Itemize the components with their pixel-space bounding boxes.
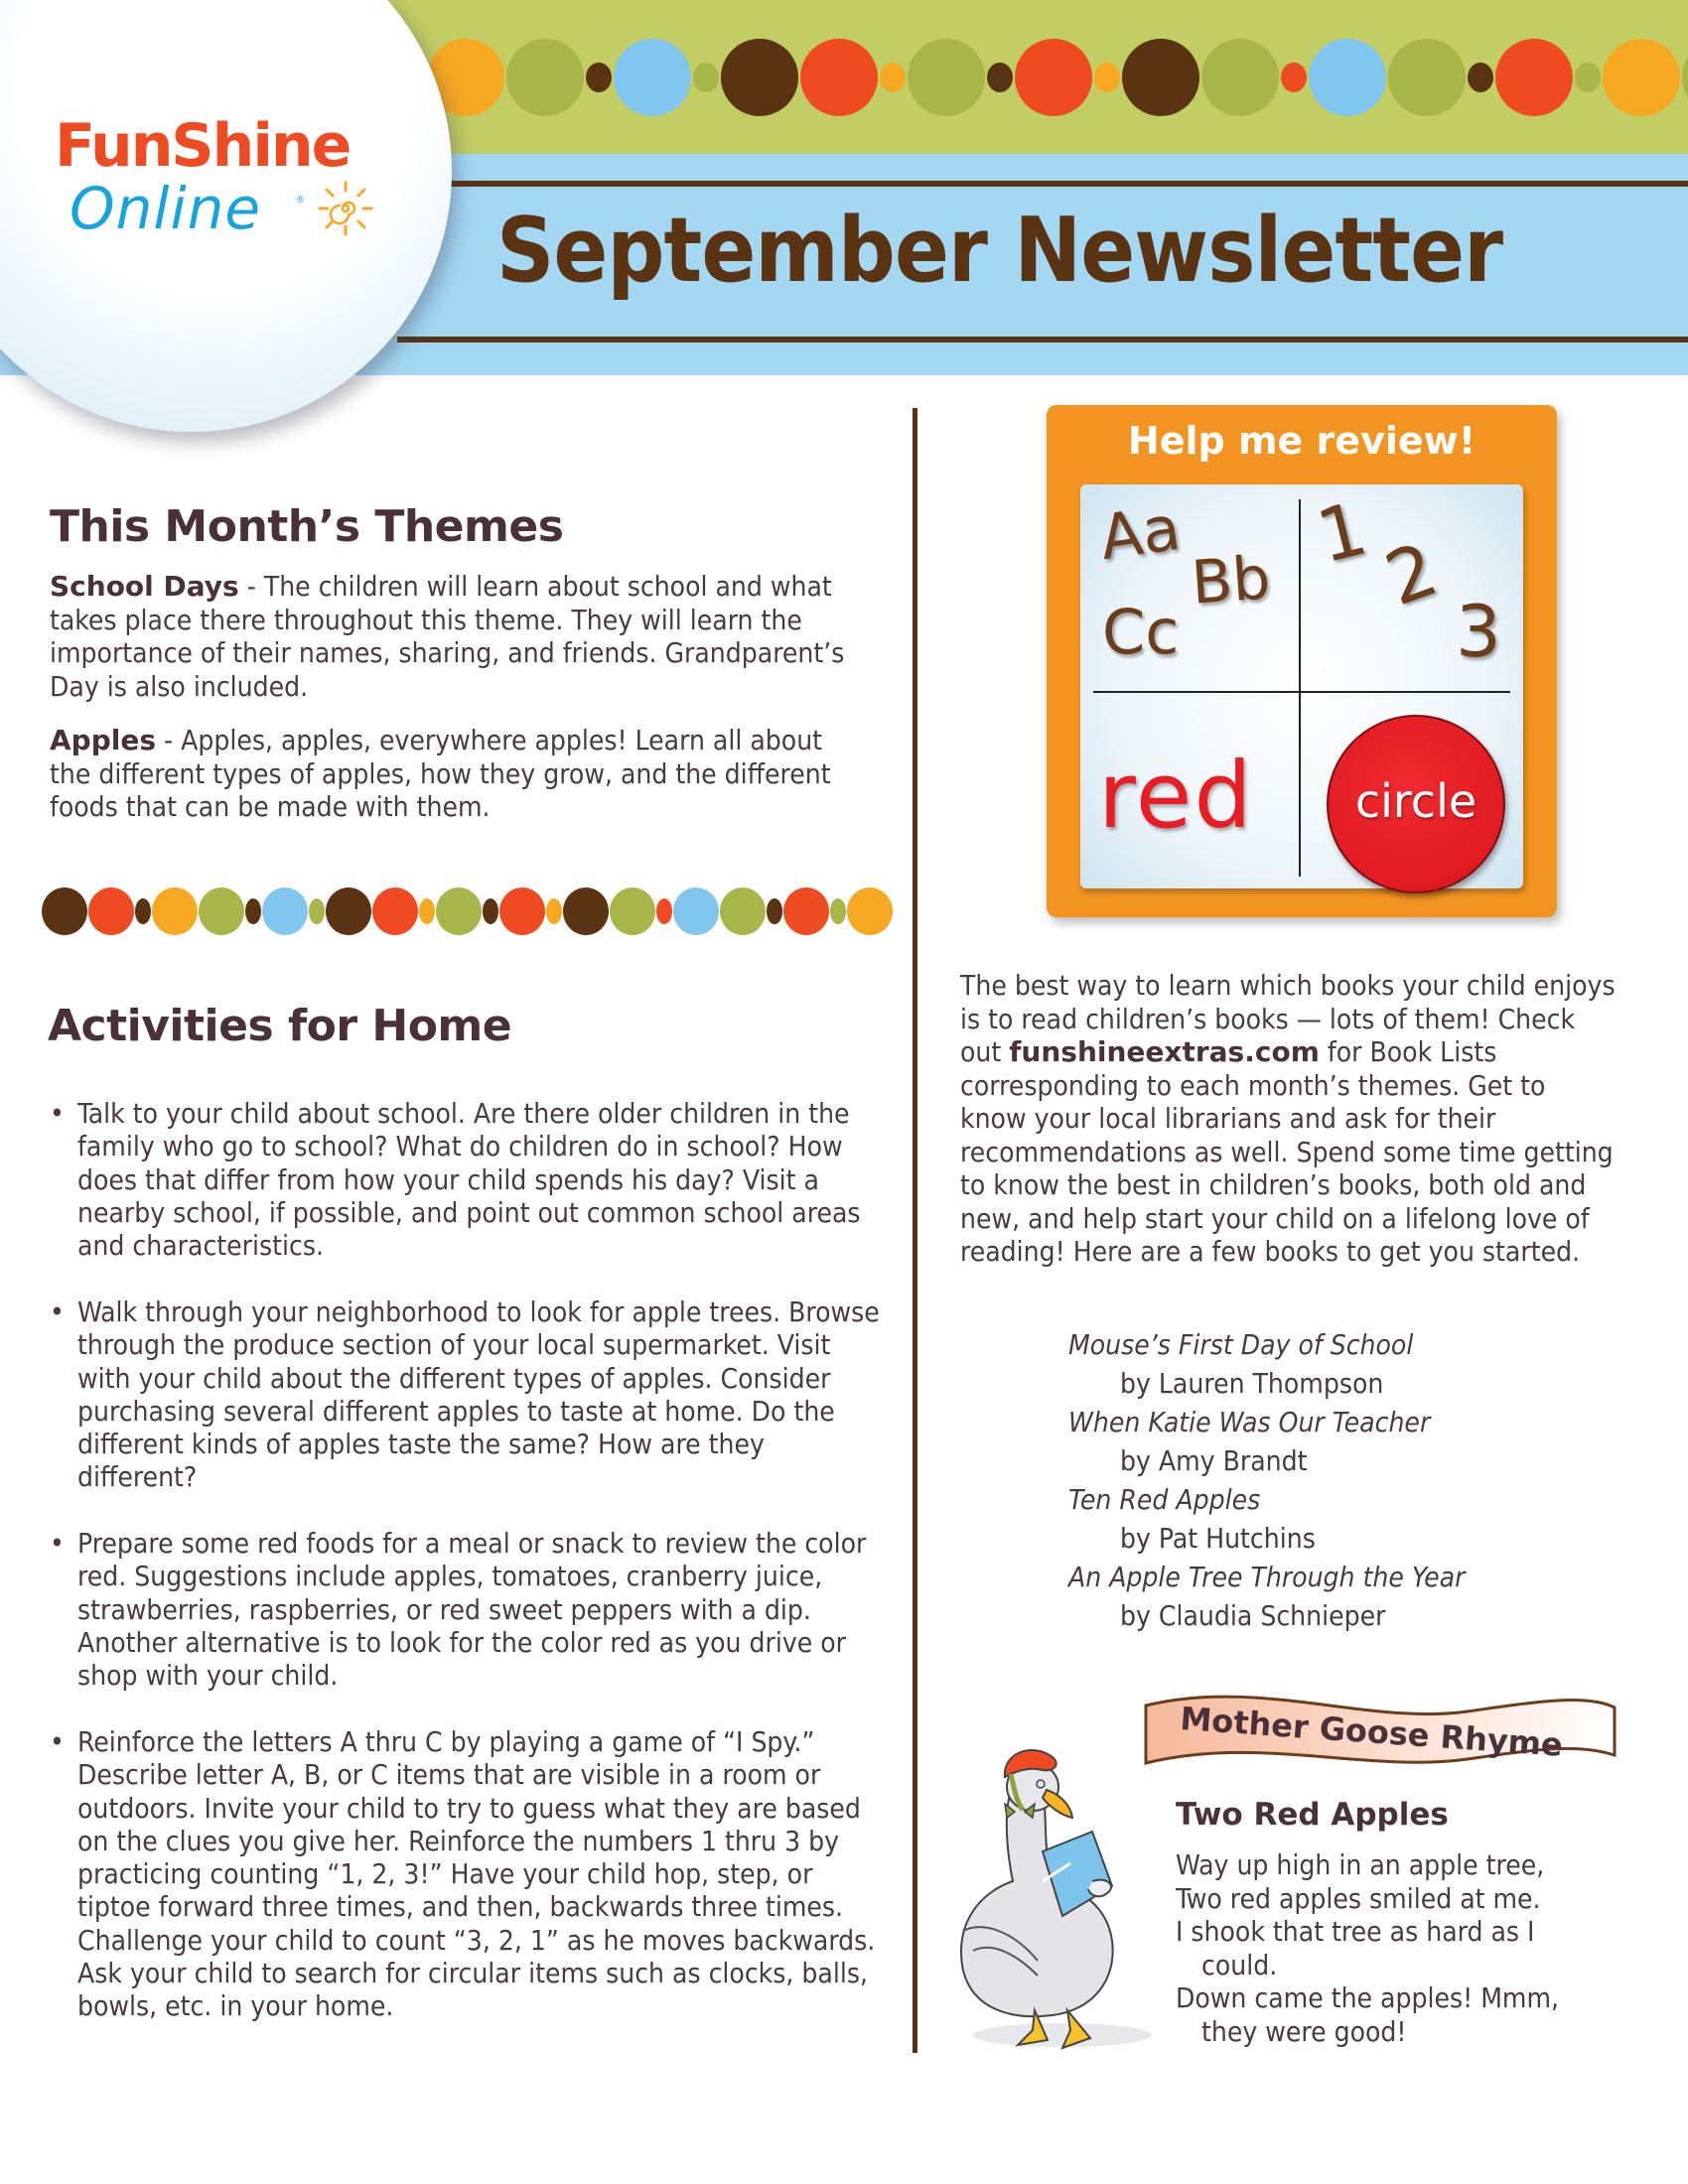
theme-description: - Apples, apples, everywhere apples! Learn all about the different types of apples, how they grow, and the different foods that can be made with them. [50, 724, 831, 823]
decorative-dot [1468, 63, 1493, 92]
books-intro-text: The best way to learn which books your child enjoys is to read children’s books — lots of them! Check out [960, 969, 1616, 1068]
column-divider [913, 408, 917, 2053]
letters-bb: Bb [1189, 543, 1273, 618]
decorative-dot [1495, 39, 1573, 116]
decorative-dot [326, 887, 371, 935]
number-3: 3 [1456, 590, 1501, 673]
decorative-dot [693, 63, 719, 92]
rhyme-line: I shook that tree as hard as I [1176, 1915, 1535, 1948]
decorative-dot [546, 898, 562, 924]
activity-item [50, 1725, 884, 2023]
decorative-dot [800, 39, 878, 116]
decorative-dot [499, 887, 545, 935]
bullet-icon: • [50, 1725, 65, 1758]
decorative-dot [908, 39, 985, 116]
letters-aa: Aa [1095, 490, 1186, 575]
color-word-red: red [1098, 743, 1254, 849]
book-author: by Claudia Schnieper [1120, 1599, 1386, 1632]
activity-item [50, 1296, 884, 1494]
sun-spiral-icon [316, 179, 375, 238]
books-intro [960, 969, 1616, 1269]
books-intro-text-continued: for Book Lists corresponding to each month’s themes. Get to know your local librarians and ask for their recommendations as well. Spend some time getting to know the best in children’s books, both old and new, and help start your child on a lifelong love of reading! Here are a few books to get you started. [960, 1035, 1614, 1268]
rhyme-line: they were good! [1201, 2014, 1407, 2048]
theme-description: - The children will learn about school and what takes place there throughout this theme. They will learn the importance of their names, sharing, and friends. Grandparent’s Day is also included. [50, 570, 845, 703]
decorative-dot [720, 887, 766, 935]
decorative-dot [199, 887, 244, 935]
decorative-dot [152, 887, 198, 935]
decorative-dot [1094, 63, 1120, 92]
decorative-dot [610, 887, 655, 935]
red-circle-shape [1327, 715, 1505, 893]
number-2: 2 [1374, 526, 1449, 623]
logo-online: Online [70, 175, 262, 242]
review-title: Help me review! [1127, 419, 1477, 463]
decorative-dot [880, 63, 906, 92]
rhyme-title: Two Red Apples [1176, 1797, 1449, 1833]
decorative-dot [586, 63, 612, 92]
decorative-dot [767, 898, 782, 924]
decorative-dot [783, 887, 829, 935]
quadrant-divider-vertical [1299, 499, 1301, 877]
review-box [1047, 405, 1557, 917]
activity-text: Reinforce the letters A thru C by playing a game of “I Spy.” Describe letter A, B, or C items that are visible in a room or outdoors. Invite your child to try to guess what they are based on the clues you give her. Reinforce the numbers 1 thru 3 by practicing counting “1, 2, 3!” Have your child hop, step, or tiptoe forward three times, and then, backwards three times. Challenge your child to count “3, 2, 1” as he moves backwards. Ask your child to search for circular items such as clocks, balls, bowls, etc. in your home. [77, 1725, 876, 2023]
decorative-dot [1309, 39, 1386, 116]
header-rule-bottom [397, 337, 1688, 342]
activity-text: Talk to your child about school. Are there older children in the family who go to school? What do children do in school? How does that differ from how your child spends his day? Visit a nearby school, if possible, and point out common school areas and characteristics. [77, 1097, 861, 1263]
book-title: Mouse’s First Day of School [1068, 1328, 1414, 1361]
theme-name: Apples [50, 724, 157, 756]
decorative-dot [721, 39, 798, 116]
decorative-dot [245, 898, 261, 924]
review-panel [1080, 484, 1523, 888]
activity-text: Prepare some red foods for a meal or snack to review the color red. Suggestions include apples, tomatoes, cranberry juice, strawberries, raspberries, or red sweet peppers with a dip. Another alternative is to look for the color red as you drive or shop with your child. [77, 1527, 867, 1693]
banner-title: Mother Goose Rhyme [1179, 1700, 1565, 1764]
rhyme-line: Way up high in an apple tree, [1176, 1848, 1545, 1881]
decorative-dot [1201, 39, 1279, 116]
decorative-dot [1603, 39, 1680, 116]
decorative-dot [419, 898, 435, 924]
decorative-dot [656, 898, 672, 924]
decorative-dot [847, 887, 893, 935]
logo-funshine: FunShine [55, 111, 351, 181]
decorative-dot [42, 887, 87, 935]
decorative-dot [309, 898, 325, 924]
decorative-dot [563, 887, 609, 935]
theme-apples [50, 724, 864, 824]
activity-item [50, 1097, 884, 1262]
decorative-dot [506, 39, 584, 116]
decorative-dot [1015, 39, 1092, 116]
header-rule-top [397, 181, 1688, 187]
book-title: An Apple Tree Through the Year [1068, 1561, 1466, 1593]
decorative-dot [135, 898, 151, 924]
bullet-icon: • [50, 1296, 65, 1328]
book-title: When Katie Was Our Teacher [1068, 1406, 1431, 1438]
rhyme-line: could. [1201, 1948, 1278, 1981]
section-divider-dots [0, 884, 894, 939]
activities-heading: Activities for Home [48, 1001, 512, 1051]
decorative-dot [436, 887, 482, 935]
funshineextras-link[interactable]: funshineextras.com [1009, 1035, 1320, 1068]
book-author: by Pat Hutchins [1120, 1522, 1316, 1555]
decorative-dot [673, 887, 719, 935]
decorative-dot [1388, 39, 1466, 116]
decorative-dot [614, 39, 691, 116]
bullet-icon: • [50, 1527, 65, 1560]
book-title: Ten Red Apples [1068, 1483, 1261, 1516]
book-author: by Lauren Thompson [1120, 1367, 1384, 1400]
book-list [1068, 1325, 1465, 1635]
activity-item [50, 1527, 884, 1692]
number-1: 1 [1309, 485, 1375, 581]
registered-mark: ® [296, 195, 305, 205]
shape-word-circle: circle [1354, 774, 1477, 828]
decorative-dot [483, 898, 498, 924]
decorative-dot [262, 887, 308, 935]
book-author: by Amy Brandt [1120, 1444, 1308, 1477]
page-title: September Newsletter [496, 199, 1503, 303]
rhyme-line: Down came the apples! Mmm, [1176, 1981, 1560, 2014]
decorative-dot [1575, 63, 1601, 92]
decorative-dot [1281, 63, 1307, 92]
activity-text: Walk through your neighborhood to look for apple trees. Browse through the produce section of your local supermarket. Visit with your child about the different types of apples. Consider purchasing several different apples to taste at home. Do the different kinds of apples taste the same? How are they different? [77, 1296, 880, 1494]
theme-name: School Days [50, 570, 239, 603]
themes-heading: This Month’s Themes [50, 501, 564, 552]
decorative-dot [830, 898, 846, 924]
theme-school-days [50, 570, 864, 703]
rhyme-text [1176, 1848, 1559, 2048]
quadrant-divider-horizontal [1093, 691, 1510, 693]
decorative-dot [88, 887, 134, 935]
goose-reading-book-icon [943, 1732, 1162, 2050]
bullet-icon: • [50, 1097, 65, 1130]
decorative-dot [1122, 39, 1199, 116]
decorative-dot [1682, 39, 1688, 116]
decorative-dot [987, 63, 1013, 92]
decorative-dot [372, 887, 418, 935]
rhyme-line: Two red apples smiled at me. [1176, 1881, 1541, 1915]
letters-cc: Cc [1102, 596, 1180, 668]
